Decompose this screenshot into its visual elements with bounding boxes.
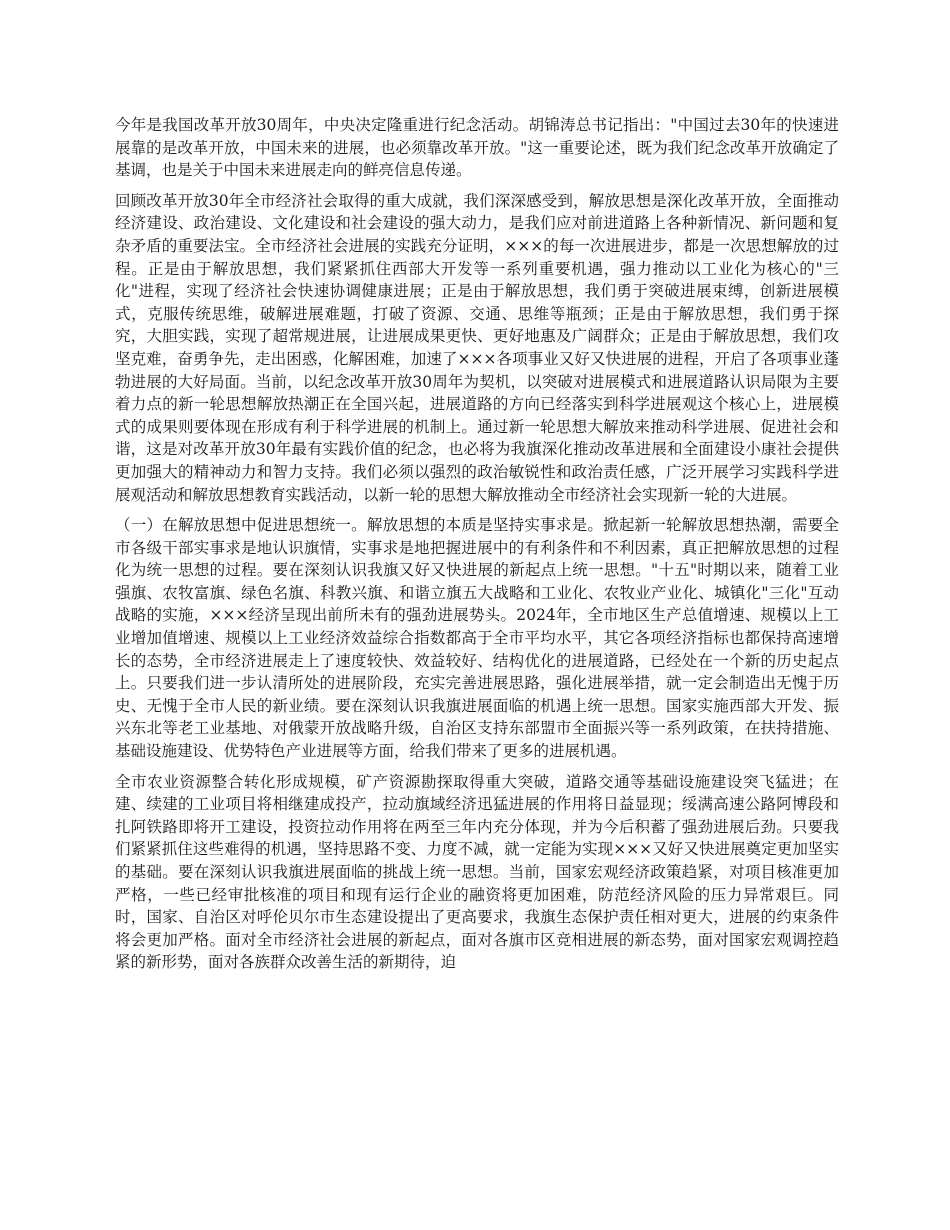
paragraph-section-one: （一）在解放思想中促进思想统一。解放思想的本质是坚持实事求是。掀起新一轮解放思想热潮，需要全市各级干部实事求是地认识旗情，实事求是地把握进展中的有利条件和不利因素，真正把解放思想的过程化为统一思想的过程。要在深刻认识我旗又好又快进展的新起点上统一思想。"十五"时期以来，随着工业强旗、农牧富旗、绿色名旗、科教兴旗、和谐立旗五大战略和工业化、农牧业产业化、城镇化"三化"互动战略的实施，×××经济呈现出前所未有的强劲进展势头。2024年，全市地区生产总值增速、规模以上工业增加值增速、规模以上工业经济效益综合指数都高于全市平均水平，其它各项经济指标也都保持高速增长的态势，全市经济进展走上了速度较快、效益较好、结构优化的进展道路，已经处在一个新的历史起点上。只要我们进一步认清所处的进展阶段，充实完善进展思路，强化进展举措，就一定会制造出无愧于历史、无愧于全市人民的新业绩。要在深刻认识我旗进展面临的机遇上统一思想。国家实施西部大开发、振兴东北等老工业基地、对俄蒙开放战略升级，自治区支持东部盟市全面振兴等一系列政策，在扶持措施、基础设施建设、优势特色产业进展等方面，给我们带来了更多的进展机遇。 bbox=[115, 516, 839, 761]
paragraph-resources: 全市农业资源整合转化形成规模，矿产资源勘探取得重大突破，道路交通等基础设施建设突飞猛进；在建、续建的工业项目将相继建成投产，拉动旗域经济迅猛进展的作用将日益显现；绥满高速公路阿博段和扎阿铁路即将开工建设，投资拉动作用将在两至三年内充分体现，并为今后积蓄了强劲进展后劲。只要我们紧紧抓住这些难得的机遇，坚持思路不变、力度不减，就一定能为实现×××又好又快进展奠定更加坚实的基础。要在深刻认识我旗进展面临的挑战上统一思想。当前，国家宏观经济政策趋紧，对项目核准更加严格，一些已经审批核准的项目和现有运行企业的融资将更加困难，防范经济风险的压力异常艰巨。同时，国家、自治区对呼伦贝尔市生态建设提出了更高要求，我旗生态保护责任相对更大，进展的约束条件将会更加严格。面对全市经济社会进展的新起点，面对各旗市区竞相进展的新态势，面对国家宏观调控趋紧的新形势，面对各族群众改善生活的新期待，迫 bbox=[115, 772, 839, 972]
paragraph-review: 回顾改革开放30年全市经济社会取得的重大成就，我们深深感受到，解放思想是深化改革开放，全面推动经济建设、政治建设、文化建设和社会建设的强大动力，是我们应对前进道路上各种新情况、新问题和复杂矛盾的重要法宝。全市经济社会进展的实践充分证明，×××的每一次进展进步，都是一次思想解放的过程。正是由于解放思想，我们紧紧抓住西部大开发等一系列重要机遇，强力推动以工业化为核心的"三化"进程，实现了经济社会快速协调健康进展；正是由于解放思想，我们勇于突破进展束缚，创新进展模式，克服传统思维，破解进展难题，打破了资源、交通、思维等瓶颈；正是由于解放思想，我们勇于探究，大胆实践，实现了超常规进展，让进展成果更快、更好地惠及广阔群众；正是由于解放思想，我们攻坚克难，奋勇争先，走出困惑，化解困难，加速了×××各项事业又好又快进展的进程，开启了各项事业蓬勃进展的大好局面。当前，以纪念改革开放30周年为契机，以突破对进展模式和进展道路认识局限为主要着力点的新一轮思想解放热潮正在全国兴起，进展道路的方向已经落实到科学进展观这个核心上，进展模式的成果则要体现在形成有利于科学进展的机制上。通过新一轮思想大解放来推动科学进展、促进社会和谐，这是对改革开放30年最有实践价值的纪念，也必将为我旗深化推动改革进展和全面建设小康社会提供更加强大的精神动力和智力支持。我们必须以强烈的政治敏锐性和政治责任感，广泛开展学习实践科学进展观活动和解放思想教育实践活动，以新一轮的思想大解放推动全市经济社会实现新一轮的大进展。 bbox=[115, 191, 839, 504]
paragraph-intro: 今年是我国改革开放30周年，中央决定隆重进行纪念活动。胡锦涛总书记指出："中国过去30年的快速进展靠的是改革开放，中国未来的进展，也必须靠改革开放。"这一重要论述，既为我们纪念改革开放确定了基调，也是关于中国未来进展走向的鲜亮信息传递。 bbox=[115, 116, 839, 180]
document-body bbox=[115, 114, 839, 982]
